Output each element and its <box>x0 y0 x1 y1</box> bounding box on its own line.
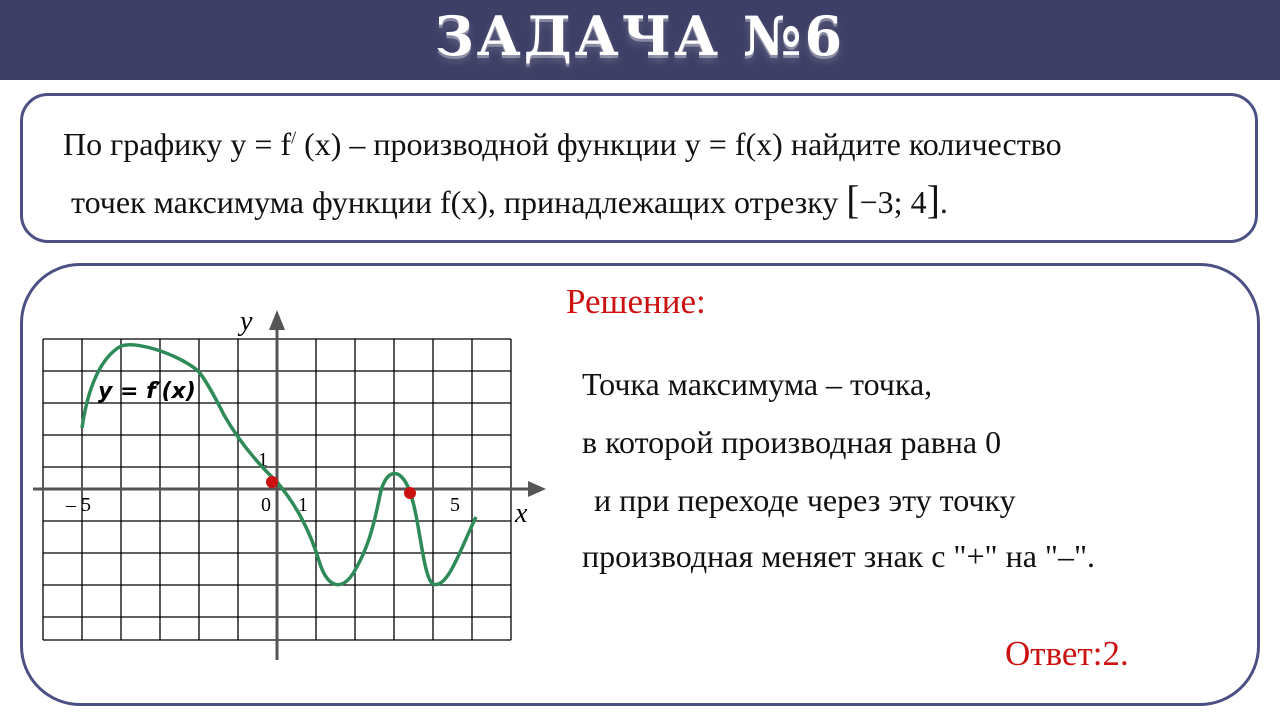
function-label: y = f′(x) <box>98 379 196 404</box>
derivative-prime-mark: / <box>291 127 297 148</box>
interval-close-bracket: ] <box>926 177 940 222</box>
answer: Ответ:2. <box>1005 634 1129 673</box>
solution-line-2: в которой производная равна 0 <box>582 424 1002 460</box>
problem-line-1-end: (x) – производной функции y = f(x) найдите количество <box>296 126 1062 162</box>
solution-line-3: и при переходе через эту точку <box>594 482 1016 518</box>
page-title: ЗАДАЧА №6 <box>434 4 846 68</box>
y-axis-label: y <box>240 306 253 337</box>
zero-point-x0 <box>266 476 278 488</box>
tick-label-minus-5: – 5 <box>66 494 91 516</box>
tick-label-0: 0 <box>261 494 271 516</box>
tick-label-y-1: 1 <box>258 449 268 471</box>
tick-label-1: 1 <box>298 494 308 516</box>
problem-line-2-end: . <box>939 184 948 220</box>
solution-line-1: Точка максимума – точка, <box>582 366 933 402</box>
tick-label-5: 5 <box>450 494 460 516</box>
problem-line-2-start: точек максимума функции f(x), принадлежащих отрезку <box>71 184 847 220</box>
zero-point-maximum <box>404 487 416 499</box>
solution-title: Решение: <box>566 282 706 321</box>
y-axis-arrow <box>269 310 285 330</box>
interval-open-bracket: [ <box>846 177 860 222</box>
x-axis-label: x <box>515 498 528 529</box>
solution-line-4: производная меняет знак с "+" на "–". <box>582 538 1096 574</box>
problem-line-1-start: По графику y = f <box>63 126 292 162</box>
x-axis-arrow <box>528 481 546 497</box>
interval-values: −3; 4 <box>859 184 927 220</box>
